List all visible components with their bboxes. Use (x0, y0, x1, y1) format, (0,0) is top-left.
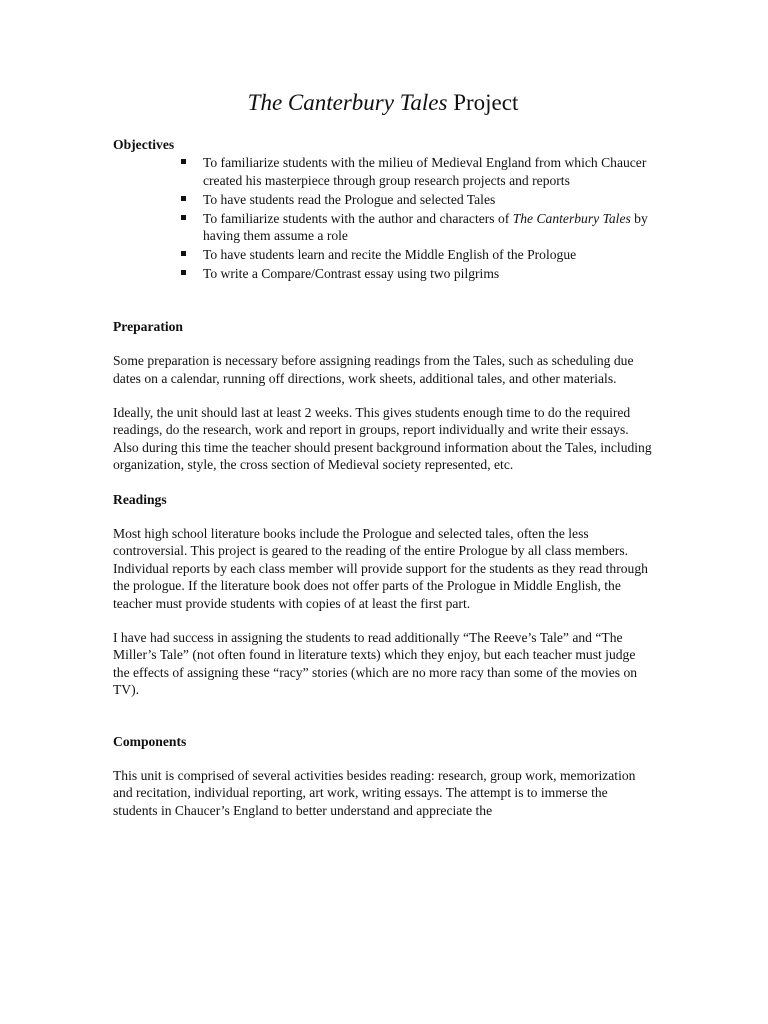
bullet-square-icon (181, 159, 186, 164)
readings-paragraph-2: I have had success in assigning the students to read additionally “The Reeve’s Tale” and “The Miller’s Tale” (not often found in literature texts) which they enjoy, but each teacher must judge the effects of assigning these “racy” stories (which are no more racy than some of the movies on TV). (113, 630, 638, 698)
objective-text: To have students learn and recite the Middle English of the Prologue (203, 246, 577, 262)
objective-text-post: by having them assume a role (203, 210, 648, 244)
page-title (113, 88, 653, 118)
objectives-list (113, 154, 653, 282)
objective-text: To have students read the Prologue and selected Tales (203, 191, 496, 207)
preparation-paragraph-1: Some preparation is necessary before assigning readings from the Tales, such as scheduling due dates on a calendar, running off directions, work sheets, additional tales, and other materials. (113, 353, 634, 386)
objective-text: To familiarize students with the milieu of Medieval England from which Chaucer created his masterpiece through group research projects and reports (203, 155, 647, 188)
list-item (113, 265, 653, 282)
objective-text-italic: The Canterbury Tales (512, 210, 631, 226)
bullet-square-icon (181, 270, 186, 275)
preparation-paragraph-2: Ideally, the unit should last at least 2 weeks. This gives students enough time to do the required readings, do the research, work and report in groups, report individually and write their essays. Also during this time the teacher should present background information about the Tales, including organization, style, the cross section of Medieval society represented, etc. (113, 404, 652, 473)
list-item (113, 191, 653, 208)
readings-heading: Readings (113, 491, 167, 507)
objectives-heading: Objectives (113, 137, 175, 152)
list-item (113, 210, 653, 245)
title-italic: The Canterbury Tales (247, 90, 448, 115)
document-page (113, 88, 653, 819)
title-rest: Project (447, 90, 519, 115)
components-paragraph-1: This unit is comprised of several activities besides reading: research, group work, memorization and recitation, individual reporting, art work, writing essays. The attempt is to immerse the students in Chaucer’s England to better understand and appreciate the (113, 768, 636, 818)
objective-text: To write a Compare/Contrast essay using two pilgrims (203, 265, 500, 281)
bullet-square-icon (181, 215, 186, 220)
list-item (113, 154, 653, 189)
bullet-square-icon (181, 251, 186, 256)
list-item (113, 246, 653, 263)
bullet-square-icon (181, 196, 186, 201)
components-heading: Components (113, 733, 187, 749)
preparation-heading: Preparation (113, 318, 183, 334)
readings-paragraph-1: Most high school literature books include the Prologue and selected tales, often the less controversial. This project is geared to the reading of the entire Prologue by all class members. Individual reports by each class member will provide support for the students as they read through the prologue. If the literature book does not offer parts of the Prologue in Middle English, the teacher must provide students with copies of at least the first part. (113, 526, 648, 611)
objective-text-pre: To familiarize students with the author and characters of (203, 210, 513, 226)
